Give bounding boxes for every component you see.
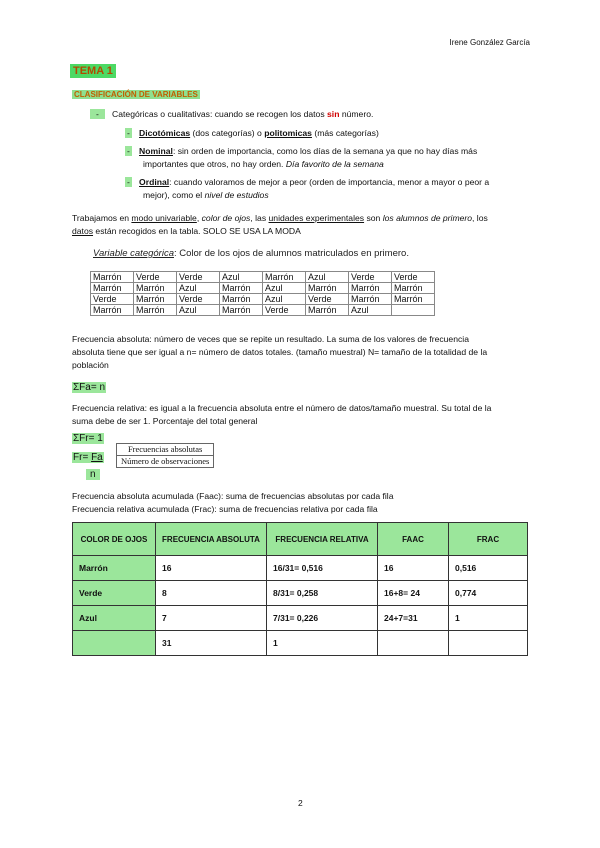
table-cell xyxy=(378,631,449,656)
table-row xyxy=(73,606,528,631)
table-cell: Marrón xyxy=(306,305,349,316)
table-cell xyxy=(449,631,528,656)
section-heading: CLASIFICACIÓN DE VARIABLES xyxy=(74,90,198,99)
sum-fr-formula: ΣFr= 1 xyxy=(73,433,103,444)
fr-denominator: n xyxy=(86,469,100,480)
table-cell: Azul xyxy=(263,294,306,305)
table-cell: Marrón xyxy=(134,294,177,305)
table-cell: 16 xyxy=(378,556,449,581)
table-cell: Marrón xyxy=(220,305,263,316)
table-cell: 24+7=31 xyxy=(378,606,449,631)
column-header: COLOR DE OJOS xyxy=(73,523,156,556)
column-header: FRECUENCIA ABSOLUTA xyxy=(156,523,267,556)
table-cell: Marrón xyxy=(349,294,392,305)
table-cell: 16/31= 0,516 xyxy=(267,556,378,581)
frequency-table xyxy=(72,522,528,656)
table-row xyxy=(91,305,435,316)
frac-definition: Frecuencia relativa acumulada (Frac): suma de frecuencias relativa por cada fila xyxy=(72,504,378,514)
table-cell: Marrón xyxy=(134,283,177,294)
table-cell: 7/31= 0,226 xyxy=(267,606,378,631)
table-cell: Verde xyxy=(392,272,435,283)
sum-fa-formula: ΣFa= n xyxy=(73,382,106,393)
table-cell: Marrón xyxy=(392,283,435,294)
table-cell: Verde xyxy=(177,272,220,283)
column-header: FRECUENCIA RELATIVA xyxy=(267,523,378,556)
table-cell: Marrón xyxy=(91,272,134,283)
table-cell: Marrón xyxy=(306,283,349,294)
table-row xyxy=(73,631,528,656)
table-cell: Marrón xyxy=(73,556,156,581)
author-name: Irene González García xyxy=(449,38,530,47)
table-cell: Marrón xyxy=(91,305,134,316)
paragraph-trabajamos: Trabajamos en modo univariable, color de ojos, las unidades experimentales son los alumnos de primero, los datos están recogidos en la tabla. SOLO SE USA LA MODA xyxy=(72,213,488,236)
table-cell: 16+8= 24 xyxy=(378,581,449,606)
table-row xyxy=(91,294,435,305)
table-cell: Azul xyxy=(220,272,263,283)
bullet-categoricas: - Categóricas o cualitativas: cuando se recogen los datos sin número. xyxy=(90,108,560,121)
table-cell: Marrón xyxy=(349,283,392,294)
table-cell: 31 xyxy=(156,631,267,656)
table-cell: Marrón xyxy=(134,305,177,316)
table-cell: 0,516 xyxy=(449,556,528,581)
table-cell: Azul xyxy=(306,272,349,283)
table-cell: Marrón xyxy=(263,272,306,283)
table-cell: 1 xyxy=(449,606,528,631)
table-cell xyxy=(392,305,435,316)
table-cell: Marrón xyxy=(220,294,263,305)
variable-title: Variable categórica: Color de los ojos de alumnos matriculados en primero. xyxy=(93,248,409,259)
table-row xyxy=(91,272,435,283)
table-cell: Verde xyxy=(91,294,134,305)
column-header: FAAC xyxy=(378,523,449,556)
table-cell xyxy=(73,631,156,656)
table-row xyxy=(91,283,435,294)
faac-definition: Frecuencia absoluta acumulada (Faac): suma de frecuencias absolutas por cada fila xyxy=(72,491,394,501)
table-cell: Azul xyxy=(177,305,220,316)
paragraph-freq-relativa: Frecuencia relativa: es igual a la frecuencia absoluta entre el número de datos/tamaño muestral. Su total de la suma debe de ser 1. Porcentaje del total general xyxy=(72,403,492,426)
table-cell: 8/31= 0,258 xyxy=(267,581,378,606)
table-cell: Azul xyxy=(73,606,156,631)
bullet-dicotomicas: - Dicotómicas (dos categorías) o politomicas (más categorías) xyxy=(127,128,379,138)
bullet-ordinal: - Ordinal: cuando valoramos de mejor a peor (orden de importancia, menor a mayor o peor a mejor), como el nivel de estudios xyxy=(127,177,490,200)
raw-data-table xyxy=(90,271,435,316)
table-cell: 16 xyxy=(156,556,267,581)
table-cell: 7 xyxy=(156,606,267,631)
table-cell: Marrón xyxy=(392,294,435,305)
paragraph-freq-absoluta: Frecuencia absoluta: número de veces que se repite un resultado. La suma de los valores de frecuencia absoluta tiene que ser igual a n= número de datos totales. (tamaño muestral) N= tamaño de la totalidad de la población xyxy=(72,334,488,370)
column-header: FRAC xyxy=(449,523,528,556)
table-cell: Marrón xyxy=(91,283,134,294)
page-number: 2 xyxy=(298,798,303,808)
table-cell: 0,774 xyxy=(449,581,528,606)
table-cell: Azul xyxy=(177,283,220,294)
table-cell: Marrón xyxy=(220,283,263,294)
table-cell: Azul xyxy=(263,283,306,294)
table-cell: 8 xyxy=(156,581,267,606)
bullet-dash: - xyxy=(90,109,105,119)
table-cell: Verde xyxy=(134,272,177,283)
bullet-nominal: - Nominal: sin orden de importancia, como los días de la semana ya que no hay días más importantes que otros, no hay orden. Día favorito de la semana xyxy=(127,146,478,169)
table-cell: Verde xyxy=(306,294,349,305)
table-cell: Verde xyxy=(73,581,156,606)
table-cell: Verde xyxy=(177,294,220,305)
table-row xyxy=(73,556,528,581)
table-cell: Verde xyxy=(349,272,392,283)
table-cell: Azul xyxy=(349,305,392,316)
fraction-box: Frecuencias absolutas Número de observaciones xyxy=(116,443,214,468)
table-cell: 1 xyxy=(267,631,378,656)
topic-title: TEMA 1 xyxy=(70,64,116,78)
table-row xyxy=(73,581,528,606)
table-header-row xyxy=(73,523,528,556)
table-cell: Verde xyxy=(263,305,306,316)
fr-equation: Fr= Fa xyxy=(73,452,103,463)
